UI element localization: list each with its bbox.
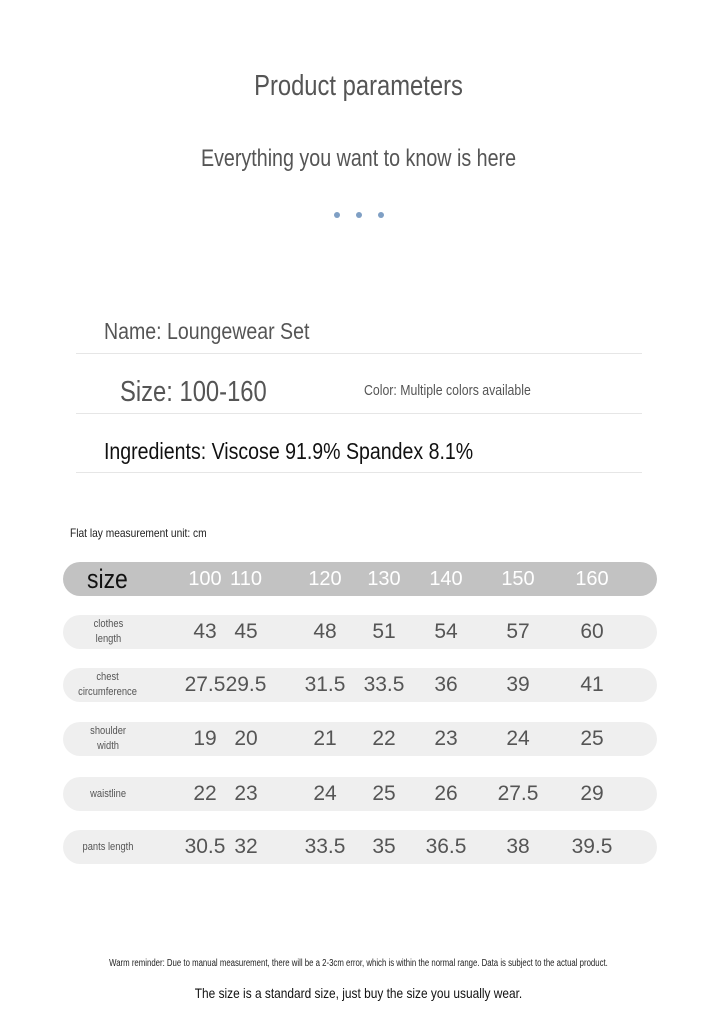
row-label-text: clothes length (93, 618, 123, 645)
table-cell: 35 (372, 835, 396, 858)
table-cell: 48 (313, 620, 337, 643)
dot-icon (356, 212, 362, 218)
table-cell: 39.5 (571, 835, 613, 858)
table-cell: 36 (434, 673, 458, 696)
table-cell: 43 (193, 620, 217, 643)
table-cell: 27.5 (497, 782, 539, 805)
table-row (63, 830, 657, 864)
table-header-row (63, 562, 657, 596)
table-cell: 38 (506, 835, 530, 858)
table-cell: 25 (580, 727, 604, 750)
table-cell: 31.5 (304, 673, 346, 696)
table-row (63, 777, 657, 811)
dot-icon (378, 212, 384, 218)
table-cell: 57 (506, 620, 530, 643)
table-cell: 25 (372, 782, 396, 805)
size-header-cell: 120 (308, 568, 342, 590)
product-size: Size: 100-160 (120, 376, 267, 408)
page-title: Product parameters (254, 70, 463, 102)
table-row (63, 668, 657, 702)
table-cell: 26 (434, 782, 458, 805)
table-cell: 32 (234, 835, 258, 858)
row-label-text: waistline (90, 787, 126, 800)
table-cell: 24 (506, 727, 530, 750)
table-cell: 54 (434, 620, 458, 643)
table-cell: 22 (193, 782, 217, 805)
size-header-cell: 150 (501, 568, 535, 590)
table-cell: 23 (434, 727, 458, 750)
size-header-cell: 110 (230, 568, 262, 590)
table-row (63, 722, 657, 756)
decorative-dots (0, 205, 717, 215)
row-label-text: shoulder width (90, 725, 126, 752)
table-cell: 27.5 (184, 673, 226, 696)
page-subtitle: Everything you want to know is here (200, 145, 517, 172)
table-cell: 23 (234, 782, 258, 805)
row-label-text: pants length (82, 840, 134, 853)
size-header-cell: 160 (575, 568, 609, 590)
table-cell: 20 (234, 727, 258, 750)
product-ingredients: Ingredients: Viscose 91.9% Spandex 8.1% (104, 438, 474, 464)
table-cell: 29.5 (225, 673, 267, 696)
table-cell: 24 (313, 782, 337, 805)
table-cell: 33.5 (363, 673, 405, 696)
product-color: Color: Multiple colors available (364, 382, 531, 399)
size-header-cell: 140 (429, 568, 463, 590)
table-cell: 29 (580, 782, 604, 805)
measurement-unit: Flat lay measurement unit: cm (70, 526, 207, 540)
table-row (63, 615, 657, 649)
size-header-label: size (87, 564, 128, 594)
dot-icon (334, 212, 340, 218)
table-cell: 30.5 (184, 835, 226, 858)
table-cell: 21 (313, 727, 337, 750)
divider (76, 472, 642, 473)
table-cell: 19 (193, 727, 217, 750)
product-name: Name: Loungewear Set (104, 318, 310, 344)
table-cell: 51 (372, 620, 396, 643)
table-cell: 45 (234, 620, 258, 643)
table-cell: 22 (372, 727, 396, 750)
divider (76, 353, 642, 354)
standard-size-note: The size is a standard size, just buy the size you usually wear. (194, 985, 523, 1001)
size-header-cell: 130 (367, 568, 401, 590)
table-cell: 39 (506, 673, 530, 696)
table-cell: 36.5 (425, 835, 467, 858)
table-cell: 60 (580, 620, 604, 643)
size-header-cell: 100 (188, 568, 222, 590)
divider (76, 413, 642, 414)
table-cell: 33.5 (304, 835, 346, 858)
table-cell: 41 (580, 673, 604, 696)
row-label-text: chest circumference (78, 671, 138, 698)
warm-reminder: Warm reminder: Due to manual measurement, there will be a 2-3cm error, which is within the normal range. Data is subject to the actual product. (109, 958, 608, 969)
